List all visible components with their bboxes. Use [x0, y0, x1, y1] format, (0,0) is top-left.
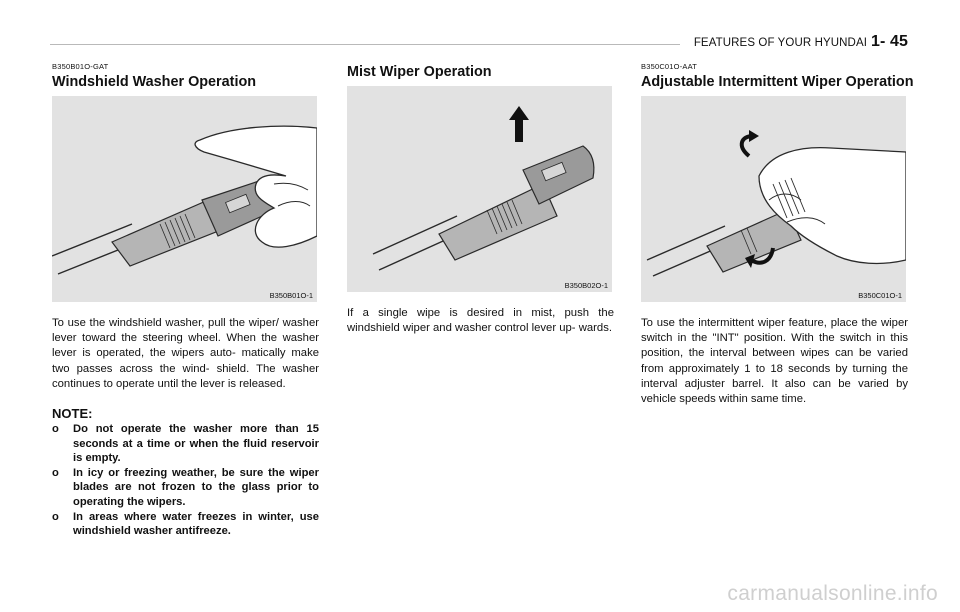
note-item	[52, 466, 319, 510]
body-text: If a single wipe is desired in mist, push the windshield wiper and washer control lever up- wards.	[347, 307, 614, 335]
figure-code: B350B01O-1	[269, 291, 313, 300]
mist-wiper-figure	[347, 86, 612, 292]
note-text: In areas where water freezes in winter, use windshield washer antifreeze.	[73, 510, 319, 538]
body-text: To use the intermittent wiper feature, place the wiper switch in the "INT" position. With the switch in this position, the interval between wipes can be varied from approximately 1 to 18 seconds by turning the interval adjuster barrel. It also can be varied by vehicle speeds within same time.	[641, 317, 908, 406]
lever-push-up-arrow-illustration	[347, 86, 612, 292]
note-text: In icy or freezing weather, be sure the wiper blades are not frozen to the glass prior to operating the wipers.	[73, 466, 319, 508]
note-text: Do not operate the washer more than 15 seconds at a time or when the fluid reservoir is empty.	[73, 423, 319, 465]
figure-code: B350C01O-1	[858, 291, 902, 300]
washer-figure	[52, 96, 317, 302]
section-title: Adjustable Intermittent Wiper Operation	[641, 74, 914, 90]
figure-code: B350B02O-1	[564, 281, 608, 290]
bullet: o	[52, 510, 59, 523]
washer-section	[52, 62, 319, 539]
section-title: FEATURES OF YOUR HYUNDAI	[693, 37, 868, 49]
section-title: Mist Wiper Operation	[347, 64, 492, 80]
mist-wiper-section	[347, 64, 614, 336]
page-header	[694, 33, 908, 51]
bullet: o	[52, 466, 59, 479]
bullet: o	[52, 423, 59, 436]
section-title: Windshield Washer Operation	[52, 74, 257, 90]
page-number: 1- 45	[871, 33, 908, 50]
section-code: B350C01O-AAT	[641, 62, 698, 71]
note-heading: NOTE:	[52, 406, 93, 422]
note-item	[52, 510, 319, 539]
watermark: carmanualsonline.info	[727, 582, 938, 605]
body-text: To use the windshield washer, pull the wiper/ washer lever toward the steering wheel. When the washer lever is operated, the wipers auto- matically make two passes across the wind- shield. The washer continues to operate until the lever is released.	[52, 317, 319, 390]
note-list	[52, 422, 319, 539]
header-rule	[50, 44, 680, 45]
intermittent-wiper-figure	[641, 96, 906, 302]
intermittent-wiper-section	[641, 62, 914, 407]
section-code: B350B01O-GAT	[52, 62, 109, 71]
lever-pulled-by-fingers-illustration	[52, 96, 317, 302]
note-item	[52, 422, 319, 466]
hand-turning-barrel-illustration	[641, 96, 906, 302]
